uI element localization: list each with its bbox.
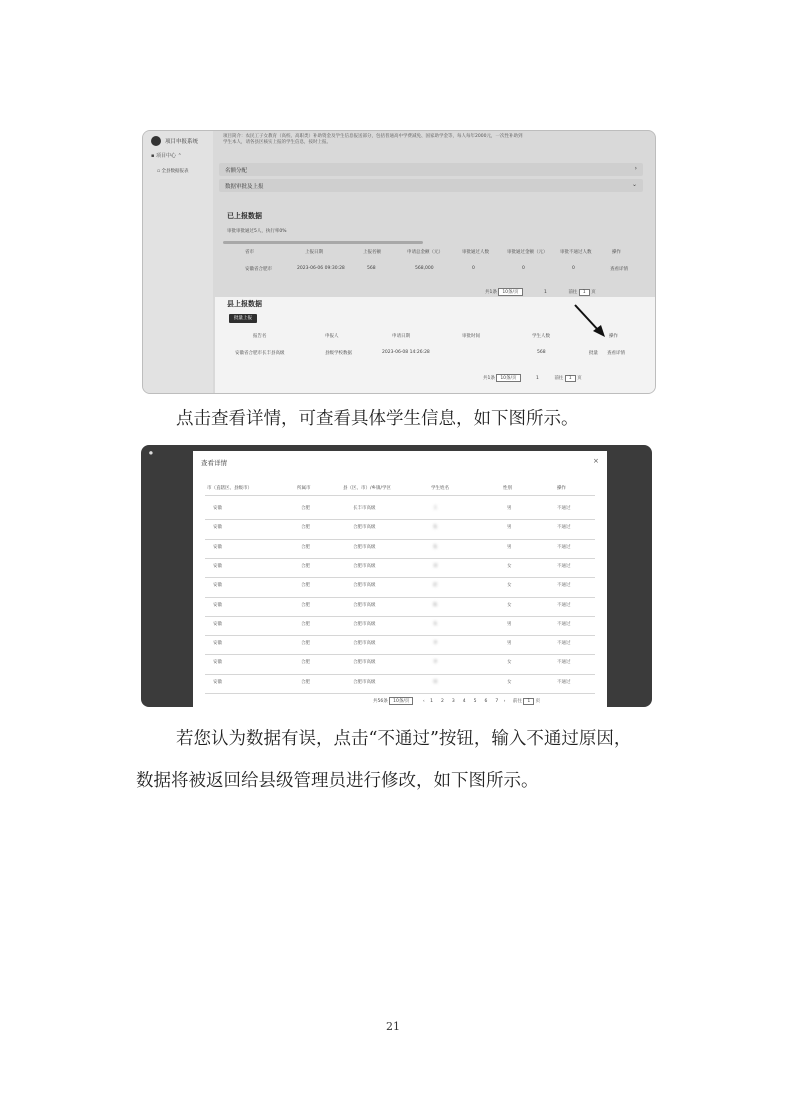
view-detail-link[interactable]: 查看详情 bbox=[607, 351, 625, 356]
view-detail-link[interactable]: 查看详情 bbox=[610, 267, 628, 272]
reject-button[interactable]: 不通过 bbox=[557, 602, 571, 608]
table-cell: 女 bbox=[507, 563, 512, 569]
table-cell: 张 bbox=[433, 525, 438, 531]
table-cell: 男 bbox=[507, 621, 512, 627]
app-title: 项目申报系统 bbox=[165, 139, 199, 145]
page-number[interactable]: 5 bbox=[473, 699, 477, 704]
table-cell: 男 bbox=[507, 641, 512, 647]
table-cell: 赵 bbox=[433, 583, 438, 589]
row-divider bbox=[205, 539, 595, 540]
table-cell: 李 bbox=[433, 641, 438, 647]
chevron-down-icon: ⌄ bbox=[631, 181, 637, 188]
paragraph-line-2: 数据将被返回给县级管理员进行修改，如下图所示。 bbox=[136, 771, 539, 791]
reject-button[interactable]: 不通过 bbox=[557, 660, 571, 666]
table-cell: 合肥市高级 bbox=[353, 583, 376, 589]
table-cell: 合肥 bbox=[301, 641, 310, 647]
col-belong: 所属市 bbox=[297, 486, 311, 491]
divider bbox=[205, 495, 595, 496]
project-notice: 项目简介：农民工子女教育（高校、高职类）补助资金及学生信息报送部分，包括普通高中学费减免、国家助学金等，每人每年2000元，一次性补助到学生本人，请各县区核实上报的学生信息，按时上报。 bbox=[223, 134, 523, 145]
sidebar bbox=[143, 131, 213, 393]
reject-button[interactable]: 不通过 bbox=[557, 544, 571, 550]
table-cell: 女 bbox=[507, 679, 512, 685]
row-divider bbox=[205, 558, 595, 559]
page-number[interactable]: 1 bbox=[430, 699, 433, 704]
reject-button[interactable]: 不通过 bbox=[557, 563, 571, 569]
sidebar-group-project[interactable]: ▪ 项目中心 ⌃ bbox=[151, 153, 182, 159]
table-cell: 女 bbox=[507, 660, 512, 666]
table-cell: 张 bbox=[433, 544, 438, 550]
collapse-quota[interactable]: 名额分配 › bbox=[219, 163, 643, 176]
progress-bar bbox=[223, 241, 423, 244]
batch-report-button[interactable]: 批量上报 bbox=[229, 314, 257, 323]
table-cell: 长丰市高级 bbox=[353, 506, 376, 511]
close-icon[interactable]: × bbox=[593, 457, 599, 465]
progress-text: 审批审批通过5人，执行率0% bbox=[227, 229, 287, 234]
prev-icon[interactable]: ‹ bbox=[422, 699, 425, 704]
page-number[interactable]: 7 bbox=[495, 699, 499, 704]
table-cell: 合肥 bbox=[301, 621, 310, 627]
chevron-up-icon: ⌃ bbox=[177, 153, 182, 159]
row-divider bbox=[205, 654, 595, 655]
table-cell: 安徽 bbox=[213, 679, 222, 685]
table-cell: 安徽 bbox=[213, 621, 222, 627]
table-cell: 安徽 bbox=[213, 544, 222, 550]
col-action: 操作 bbox=[557, 486, 566, 491]
col-county: 县（区、市）/乡镇/学区 bbox=[343, 486, 392, 491]
section-reported: 已上报数据 bbox=[227, 212, 262, 220]
reject-button[interactable]: 不通过 bbox=[557, 641, 571, 647]
reject-button[interactable]: 不通过 bbox=[557, 679, 571, 685]
table-cell: 合肥 bbox=[301, 525, 310, 531]
section-county: 县上报数据 bbox=[227, 300, 262, 308]
table-cell: 安徽 bbox=[213, 660, 222, 666]
screenshot-data-report: 项目申报系统 ▪ 项目中心 ⌃ ▫ 全县数据报表 项目简介：农民工子女教育（高校、高职类）补助资金及学生信息报送部分，包括普通高中学费减免、国家助学金等，每人每年2000元，一次性补助到学生本人，请各县区核实上报的学生信息，按时上报。 名额分配 › 数据审批及上报 ⌄ 已上报数据 审批审批通过5人，执行率0% 省市 上报日期 上报名额 申请总金额（元） 审批通过人数 审批通过金额（元） 审批不通过人数 操作 安徽省合肥市 2023-06-06 09:30:28 568 568,000 0 0 0 查看详情 共1条 10条/页 1 前往 1 页 县上报数据 批量上报 报告名 申报人 申请日期 审批时间 学生人数 操作 安徽省合肥市长丰县高级 县级学校数据 2023-06-08 14:26:28 568 批量 查看详情 共1条 10条/页 1 前往 1 页 bbox=[142, 130, 656, 394]
goto-input[interactable]: 1 bbox=[523, 698, 534, 705]
pointer-arrow-icon bbox=[573, 301, 613, 341]
page-size-select[interactable]: 10条/页 bbox=[496, 374, 520, 382]
table-cell: 合肥 bbox=[301, 583, 310, 589]
table-cell: 合肥 bbox=[301, 660, 310, 666]
table-cell: 王 bbox=[433, 506, 438, 511]
page-size-select[interactable]: 10条/页 bbox=[498, 288, 522, 296]
table-cell: 合肥市高级 bbox=[353, 621, 376, 627]
sidebar-item-report[interactable]: ▫ 全县数据报表 bbox=[157, 169, 189, 174]
county-table-header: 报告名 申报人 申请日期 审批时间 学生人数 操作 bbox=[253, 334, 618, 339]
page-number[interactable]: 1 bbox=[544, 290, 547, 295]
reject-button[interactable]: 不通过 bbox=[557, 525, 571, 531]
next-icon[interactable]: › bbox=[503, 699, 506, 704]
table-cell: 合肥市高级 bbox=[353, 679, 376, 685]
table-cell: 男 bbox=[507, 525, 512, 531]
reject-button[interactable]: 不通过 bbox=[557, 583, 571, 589]
table-cell: 周 bbox=[433, 679, 438, 685]
table-cell: 合肥市高级 bbox=[353, 544, 376, 550]
table-cell: 安徽 bbox=[213, 583, 222, 589]
table-cell: 女 bbox=[507, 583, 512, 589]
table-cell: 合肥市高级 bbox=[353, 641, 376, 647]
row-divider bbox=[205, 616, 595, 617]
pagination-detail: 共56条 10条/页 ‹ 1 2 3 4 5 6 7 › 前往 1 页 bbox=[373, 699, 541, 704]
table-cell: 安徽 bbox=[213, 506, 222, 511]
grid-icon: ▪ bbox=[151, 153, 156, 159]
reject-button[interactable]: 不通过 bbox=[557, 506, 571, 511]
table-cell: 合肥 bbox=[301, 544, 310, 550]
chevron-right-icon: › bbox=[634, 165, 637, 172]
goto-input[interactable]: 1 bbox=[565, 375, 576, 382]
table-cell: 合肥市高级 bbox=[353, 563, 376, 569]
page-number[interactable]: 3 bbox=[451, 699, 455, 704]
row-divider bbox=[205, 519, 595, 520]
table-cell: 陈 bbox=[433, 602, 438, 608]
table-cell: 朱 bbox=[433, 621, 438, 627]
table-cell: 合肥 bbox=[301, 506, 310, 511]
table-cell: 合肥市高级 bbox=[353, 602, 376, 608]
dialog-title: 查看详情 bbox=[201, 459, 227, 467]
page-number[interactable]: 1 bbox=[536, 376, 539, 381]
screenshot-detail-dialog bbox=[141, 445, 652, 707]
page-number: 21 bbox=[386, 1020, 400, 1033]
row-divider bbox=[205, 674, 595, 675]
table-header: 省市 上报日期 上报名额 申请总金额（元） 审批通过人数 审批通过金额（元） 审批不通过人数 操作 bbox=[245, 250, 621, 255]
main-content: 项目简介：农民工子女教育（高校、高职类）补助资金及学生信息报送部分，包括普通高中学费减免、国家助学金等，每人每年2000元，一次性补助到学生本人，请各县区核实上报的学生信息，按时上报。 名额分配 › 数据审批及上报 ⌄ 已上报数据 审批审批通过5人，执行率0% 省市 上报日期 上报名额 申请总金额（元） 审批通过人数 审批通过金额（元） 审批不通过人数 操作 安徽省合肥市 2023-06-06 09:30:28 568 568,000 0 0 0 查看详情 共1条 10条/页 1 前往 1 页 bbox=[215, 131, 655, 393]
logo-icon: ● bbox=[149, 451, 153, 456]
table-cell: 安徽 bbox=[213, 563, 222, 569]
batch-link[interactable]: 批量 bbox=[589, 351, 598, 356]
table-cell: 合肥市高级 bbox=[353, 660, 376, 666]
detail-dialog bbox=[193, 451, 607, 707]
pagination-2: 共1条 10条/页 1 前往 1 页 bbox=[483, 376, 582, 381]
logo-icon bbox=[151, 136, 161, 146]
page-list bbox=[426, 699, 502, 704]
table-cell: 李 bbox=[433, 660, 438, 666]
table-cell: 男 bbox=[507, 506, 512, 511]
collapse-approval[interactable]: 数据审批及上报 ⌄ bbox=[219, 179, 643, 192]
table-cell: 合肥市高级 bbox=[353, 525, 376, 531]
page-size-select[interactable]: 10条/页 bbox=[389, 697, 413, 705]
table-cell: 安徽 bbox=[213, 525, 222, 531]
col-city: 市（直辖区、县级市） bbox=[207, 486, 252, 491]
reject-button[interactable]: 不通过 bbox=[557, 621, 571, 627]
table-cell: 合肥 bbox=[301, 679, 310, 685]
row-divider bbox=[205, 597, 595, 598]
page-number[interactable]: 4 bbox=[462, 699, 466, 704]
table-cell: 刘 bbox=[433, 563, 438, 569]
row-divider bbox=[205, 635, 595, 636]
row-divider bbox=[205, 577, 595, 578]
pagination-1: 共1条 10条/页 1 前往 1 页 bbox=[485, 290, 596, 295]
page-number[interactable]: 2 bbox=[440, 699, 444, 704]
document-icon: ▫ bbox=[157, 169, 162, 174]
goto-input[interactable]: 1 bbox=[579, 289, 590, 296]
table-cell: 男 bbox=[507, 544, 512, 550]
table-cell: 女 bbox=[507, 602, 512, 608]
col-name: 学生姓名 bbox=[431, 486, 449, 491]
col-gender: 性别 bbox=[503, 486, 512, 491]
paragraph-line-1: 若您认为数据有误，点击“不通过”按钮，输入不通过原因， bbox=[176, 729, 632, 749]
table-cell: 合肥 bbox=[301, 563, 310, 569]
row-divider bbox=[205, 693, 595, 694]
table-cell: 合肥 bbox=[301, 602, 310, 608]
table-cell: 安徽 bbox=[213, 602, 222, 608]
table-cell: 安徽 bbox=[213, 641, 222, 647]
page-number[interactable]: 6 bbox=[484, 699, 488, 704]
caption-view-detail: 点击查看详情，可查看具体学生信息，如下图所示。 bbox=[176, 409, 579, 429]
